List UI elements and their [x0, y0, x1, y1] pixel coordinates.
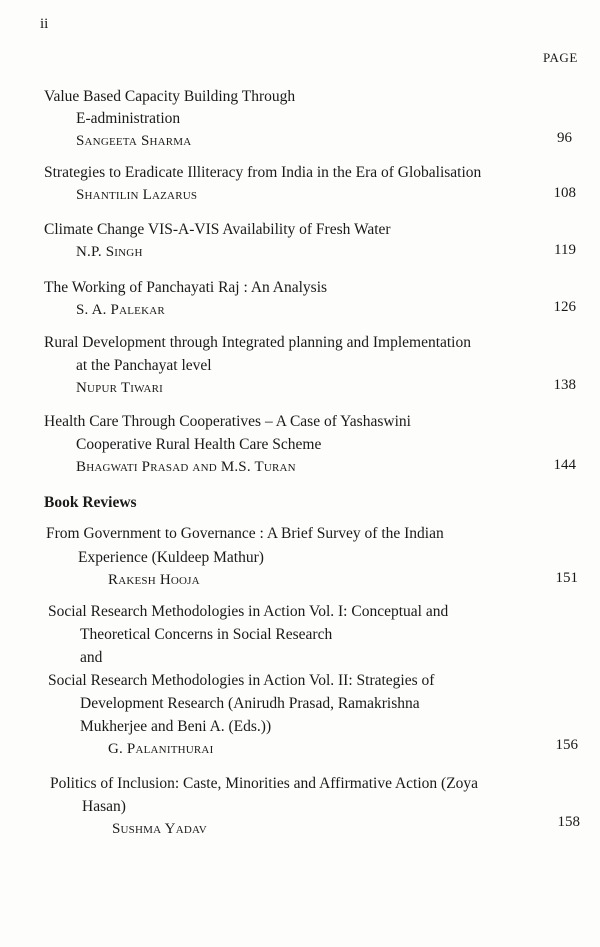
review-page-number: 156: [555, 737, 578, 753]
entry-title-line: at the Panchayat level: [76, 357, 212, 374]
entry-title-line: Cooperative Rural Health Care Scheme: [76, 436, 322, 453]
entry-author: Sangeeta Sharma: [76, 133, 192, 149]
entry-page-number: 144: [553, 457, 576, 473]
entry-page-number: 119: [554, 242, 576, 258]
review-author: G. Palanithurai: [108, 741, 214, 757]
review-page-number: 158: [557, 814, 580, 830]
review-title-line: From Government to Governance : A Brief Survey of the Indian: [46, 525, 444, 542]
review-page-number: 151: [555, 570, 578, 586]
review-title-line: Experience (Kuldeep Mathur): [78, 549, 264, 566]
entry-page-number: 138: [553, 377, 576, 393]
entry-page-number: 96: [557, 130, 572, 146]
page-column-label: PAGE: [543, 50, 578, 65]
review-title-line: Mukherjee and Beni A. (Eds.)): [80, 718, 272, 735]
entry-title-line: Climate Change VIS-A-VIS Availability of Fresh Water: [44, 221, 391, 238]
entry-author: Nupur Tiwari: [76, 380, 163, 396]
review-author: Rakesh Hooja: [108, 572, 200, 588]
entry-title-line: Rural Development through Integrated planning and Implementation: [44, 334, 471, 351]
review-title-line: Hasan): [82, 798, 126, 815]
entry-page-number: 108: [553, 185, 576, 201]
review-title-line: Theoretical Concerns in Social Research: [80, 626, 333, 643]
entry-title-line: Value Based Capacity Building Through: [44, 88, 296, 105]
roman-page-number: ii: [40, 16, 49, 32]
review-title-line: Politics of Inclusion: Caste, Minorities and Affirmative Action (Zoya: [50, 775, 479, 792]
entry-author: S. A. Palekar: [76, 302, 165, 318]
review-author: Sushma Yadav: [112, 821, 207, 837]
review-title-line: Social Research Methodologies in Action Vol. I: Conceptual and: [48, 603, 449, 620]
entry-author: N.P. Singh: [76, 244, 143, 260]
review-title-line: Social Research Methodologies in Action Vol. II: Strategies of: [48, 672, 435, 689]
review-title-line: Development Research (Anirudh Prasad, Ramakrishna: [80, 695, 420, 712]
entry-title-line: Health Care Through Cooperatives – A Case of Yashaswini: [44, 413, 411, 430]
review-title-line: and: [80, 649, 103, 666]
entry-title-line: The Working of Panchayati Raj : An Analysis: [44, 279, 328, 296]
entry-page-number: 126: [553, 299, 576, 315]
section-heading-book-reviews: Book Reviews: [44, 494, 137, 511]
entry-title-line: Strategies to Eradicate Illiteracy from India in the Era of Globalisation: [44, 164, 482, 181]
entry-title-line: E-administration: [76, 110, 181, 127]
entry-author: Shantilin Lazarus: [76, 187, 198, 203]
entry-author: Bhagwati Prasad and M.S. Turan: [76, 459, 296, 475]
